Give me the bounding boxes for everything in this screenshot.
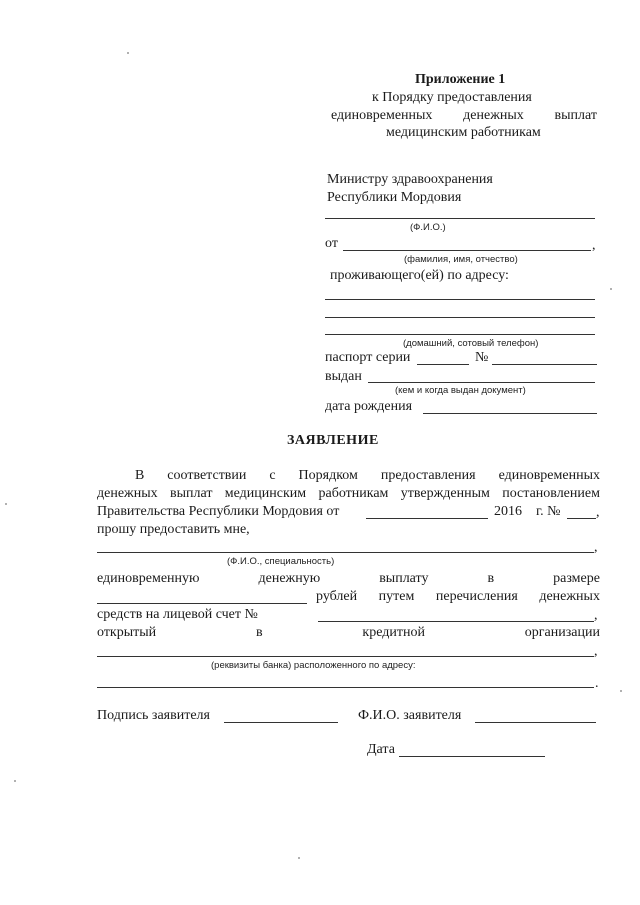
word: денежных bbox=[97, 486, 158, 501]
word: путем bbox=[378, 589, 415, 604]
body-line-1 bbox=[135, 468, 600, 484]
word: открытый bbox=[97, 625, 157, 640]
amount-line bbox=[97, 603, 307, 604]
word: с bbox=[269, 468, 276, 483]
passport-number-sign: № bbox=[475, 350, 489, 365]
from-label: от bbox=[325, 236, 338, 251]
fio-specialty-hint: (Ф.И.О., специальность) bbox=[227, 556, 335, 567]
word: работникам bbox=[318, 486, 389, 501]
issued-hint: (кем и когда выдан документ) bbox=[395, 385, 526, 396]
word: денежных bbox=[539, 589, 600, 604]
applicant-fio-line bbox=[475, 722, 596, 723]
word: единовременную bbox=[97, 571, 200, 586]
issued-label: выдан bbox=[325, 369, 362, 384]
appendix-line-2 bbox=[331, 108, 597, 124]
phone-hint: (домашний, сотовый телефон) bbox=[403, 338, 539, 349]
scan-speck bbox=[610, 288, 612, 290]
word: в bbox=[487, 571, 495, 586]
scan-speck bbox=[14, 780, 16, 782]
bank-details-line bbox=[97, 656, 594, 657]
signature-line bbox=[224, 722, 338, 723]
scan-speck bbox=[5, 503, 7, 505]
word: медицинским bbox=[224, 486, 307, 501]
appendix-line-3: медицинским работникам bbox=[386, 125, 541, 140]
birth-date-line bbox=[423, 413, 597, 414]
body-line-3-comma: , bbox=[596, 505, 600, 520]
word: перечисления bbox=[435, 589, 518, 604]
word: кредитной bbox=[362, 625, 425, 640]
scan-speck bbox=[127, 52, 129, 54]
word: организации bbox=[524, 625, 600, 640]
applicant-fio-label: Ф.И.О. заявителя bbox=[358, 708, 462, 723]
body-line-6 bbox=[316, 589, 600, 605]
word: утвержденным bbox=[400, 486, 490, 501]
word: соответствии bbox=[167, 468, 247, 483]
bank-address-period: . bbox=[595, 676, 599, 691]
issued-line bbox=[368, 382, 595, 383]
passport-series-line bbox=[417, 364, 469, 365]
bank-hint: (реквизиты банка) расположенного по адресу: bbox=[211, 660, 416, 671]
minister-name-line bbox=[325, 218, 595, 219]
from-name-line bbox=[343, 250, 591, 251]
word: В bbox=[135, 468, 145, 483]
appendix-heading: Приложение 1 bbox=[415, 72, 506, 87]
from-hint: (фамилия, имя, отчество) bbox=[404, 254, 518, 265]
document-title: ЗАЯВЛЕНИЕ bbox=[287, 433, 379, 448]
word: выплату bbox=[379, 571, 429, 586]
account-comma: , bbox=[594, 608, 598, 623]
word: единовременных bbox=[331, 108, 433, 123]
address-line-1 bbox=[325, 299, 595, 300]
residing-label: проживающего(ей) по адресу: bbox=[330, 268, 509, 283]
resolution-number-label: г. № bbox=[536, 504, 561, 519]
body-line-8 bbox=[97, 625, 600, 641]
word: выплат bbox=[554, 108, 597, 123]
scan-speck bbox=[298, 857, 300, 859]
addressee-line-2: Республики Мордовия bbox=[327, 190, 462, 205]
word: размере bbox=[553, 571, 600, 586]
passport-label: паспорт серии bbox=[325, 350, 411, 365]
date-label: Дата bbox=[367, 742, 395, 757]
fio-hint: (Ф.И.О.) bbox=[410, 222, 446, 233]
fio-specialty-comma: , bbox=[594, 540, 598, 555]
body-line-3-start: Правительства Республики Мордовия от bbox=[97, 504, 340, 519]
resolution-year: 2016 bbox=[494, 504, 522, 519]
account-number-line bbox=[318, 621, 594, 622]
body-line-7: средств на лицевой счет № bbox=[97, 607, 258, 622]
body-line-5 bbox=[97, 571, 600, 587]
address-line-2 bbox=[325, 317, 595, 318]
address-line-3 bbox=[325, 334, 595, 335]
signature-label: Подпись заявителя bbox=[97, 708, 210, 723]
resolution-number-line bbox=[567, 518, 596, 519]
date-line bbox=[399, 756, 545, 757]
from-comma: , bbox=[592, 238, 596, 253]
resolution-date-line bbox=[366, 518, 488, 519]
word: в bbox=[255, 625, 263, 640]
body-line-4: прошу предоставить мне, bbox=[97, 522, 250, 537]
word: денежных bbox=[463, 108, 524, 123]
word: постановлением bbox=[502, 486, 600, 501]
birth-label: дата рождения bbox=[325, 399, 413, 414]
word: Порядком bbox=[298, 468, 358, 483]
bank-details-comma: , bbox=[594, 644, 598, 659]
word: выплат bbox=[169, 486, 213, 501]
word: денежную bbox=[258, 571, 321, 586]
body-line-2 bbox=[97, 486, 600, 502]
scan-speck bbox=[620, 690, 622, 692]
word: рублей bbox=[316, 589, 358, 604]
passport-number-line bbox=[492, 364, 597, 365]
word: предоставления bbox=[380, 468, 476, 483]
appendix-line-1: к Порядку предоставления bbox=[372, 90, 532, 105]
addressee-line-1: Министру здравоохранения bbox=[327, 172, 493, 187]
fio-specialty-line bbox=[97, 552, 594, 553]
word: единовременных bbox=[498, 468, 600, 483]
bank-address-line bbox=[97, 687, 594, 688]
